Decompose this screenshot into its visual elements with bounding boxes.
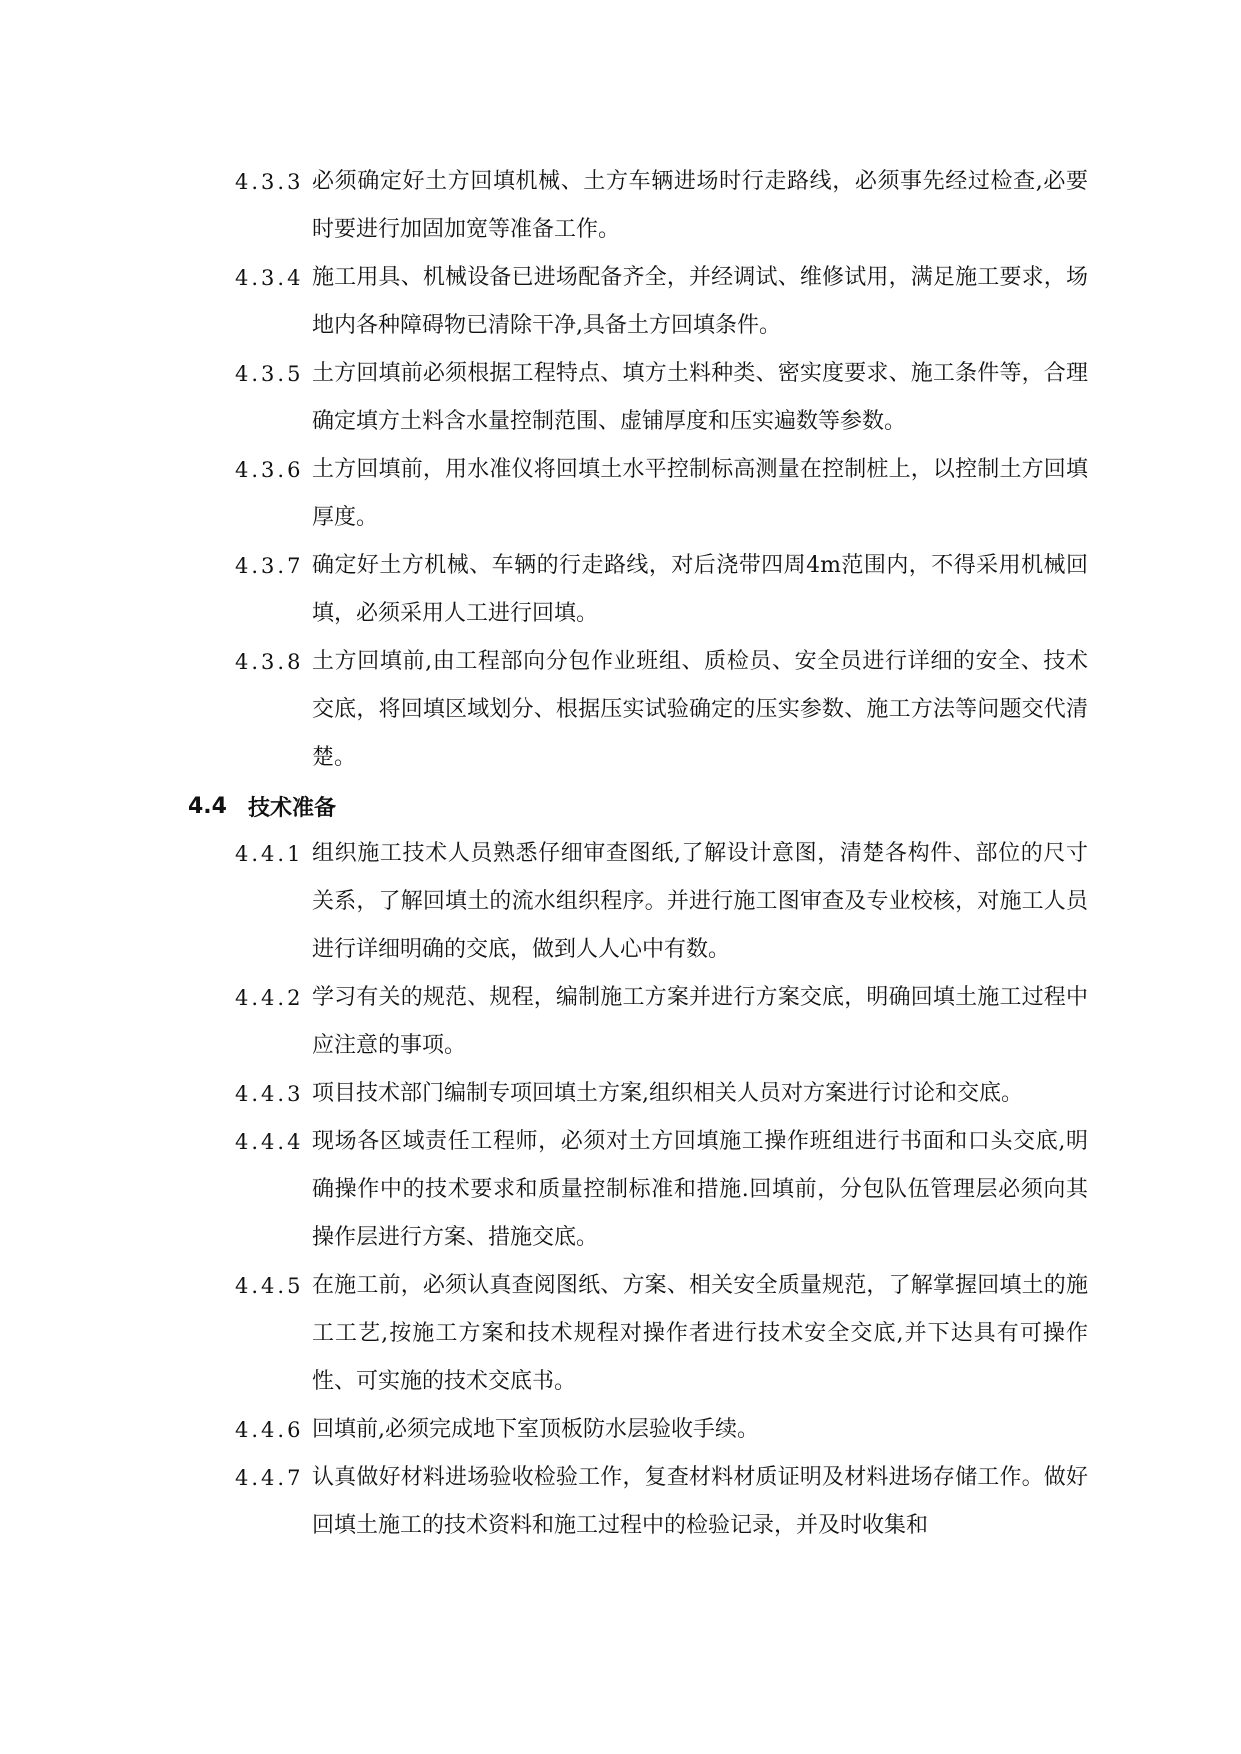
clause-4-4-5: [188, 1262, 1088, 1406]
clause-number: 4.3.5: [235, 362, 304, 386]
clause-text: 认真做好材料进场验收检验工作，复查材料材质证明及材料进场存储工作。做好回填土施工的技术资料和施工过程中的检验记录，并及时收集和: [312, 1465, 1088, 1538]
clause-4-3-6: [188, 446, 1088, 542]
document-body: [188, 158, 1088, 1550]
clause-text: 土方回填前，用水准仪将回填土水平控制标高测量在控制桩上，以控制土方回填厚度。: [312, 457, 1088, 530]
section-heading-4-4: [188, 782, 1088, 830]
clause-text: 现场各区域责任工程师，必须对土方回填施工操作班组进行书面和口头交底,明确操作中的技术要求和质量控制标准和措施.回填前，分包队伍管理层必须向其操作层进行方案、措施交底。: [312, 1129, 1088, 1250]
clause-4-4-7: [188, 1454, 1088, 1550]
clause-4-4-2: [188, 974, 1088, 1070]
clause-text: 项目技术部门编制专项回填土方案,组织相关人员对方案进行讨论和交底。: [312, 1081, 1023, 1106]
clause-number: 4.4.6: [235, 1418, 304, 1442]
clause-4-4-6: [188, 1406, 1088, 1454]
clause-number: 4.3.7: [235, 554, 304, 578]
clause-text: 回填前,必须完成地下室顶板防水层验收手续。: [312, 1417, 759, 1442]
clause-text: 确定好土方机械、车辆的行走路线，对后浇带四周4m范围内，不得采用机械回填，必须采用人工进行回填。: [312, 553, 1088, 626]
clause-text: 学习有关的规范、规程，编制施工方案并进行方案交底，明确回填土施工过程中应注意的事项。: [312, 985, 1088, 1058]
clause-4-3-4: [188, 254, 1088, 350]
clause-number: 4.3.6: [235, 458, 304, 482]
section-title: 技术准备: [248, 795, 337, 821]
clause-number: 4.3.3: [235, 170, 304, 194]
clause-text: 在施工前，必须认真查阅图纸、方案、相关安全质量规范，了解掌握回填土的施工工艺,按施工方案和技术规程对操作者进行技术安全交底,并下达具有可操作性、可实施的技术交底书。: [312, 1273, 1088, 1394]
clause-text: 土方回填前,由工程部向分包作业班组、质检员、安全员进行详细的安全、技术交底，将回填区域划分、根据压实试验确定的压实参数、施工方法等问题交代清楚。: [312, 649, 1088, 770]
section-number: 4.4: [188, 793, 227, 819]
clause-text: 施工用具、机械设备已进场配备齐全，并经调试、维修试用，满足施工要求，场地内各种障碍物已清除干净,具备土方回填条件。: [312, 265, 1088, 338]
clause-text: 必须确定好土方回填机械、土方车辆进场时行走路线，必须事先经过检查,必要时要进行加固加宽等准备工作。: [312, 169, 1088, 242]
clause-4-3-7: [188, 542, 1088, 638]
clause-4-3-5: [188, 350, 1088, 446]
clause-text: 土方回填前必须根据工程特点、填方土料种类、密实度要求、施工条件等，合理确定填方土料含水量控制范围、虚铺厚度和压实遍数等参数。: [312, 361, 1088, 434]
clause-number: 4.4.7: [235, 1466, 304, 1490]
clause-number: 4.4.5: [235, 1274, 304, 1298]
clause-4-4-1: [188, 830, 1088, 974]
clause-4-4-4: [188, 1118, 1088, 1262]
clause-4-3-3: [188, 158, 1088, 254]
clause-number: 4.4.4: [235, 1130, 304, 1154]
clause-4-3-8: [188, 638, 1088, 782]
clause-number: 4.4.1: [235, 842, 304, 866]
clause-number: 4.3.4: [235, 266, 304, 290]
clause-number: 4.4.3: [235, 1082, 304, 1106]
clause-4-4-3: [188, 1070, 1088, 1118]
clause-text: 组织施工技术人员熟悉仔细审查图纸,了解设计意图，清楚各构件、部位的尺寸关系，了解回填土的流水组织程序。并进行施工图审查及专业校核，对施工人员进行详细明确的交底，做到人人心中有数。: [312, 841, 1088, 962]
clause-number: 4.4.2: [235, 986, 304, 1010]
clause-number: 4.3.8: [235, 650, 304, 674]
